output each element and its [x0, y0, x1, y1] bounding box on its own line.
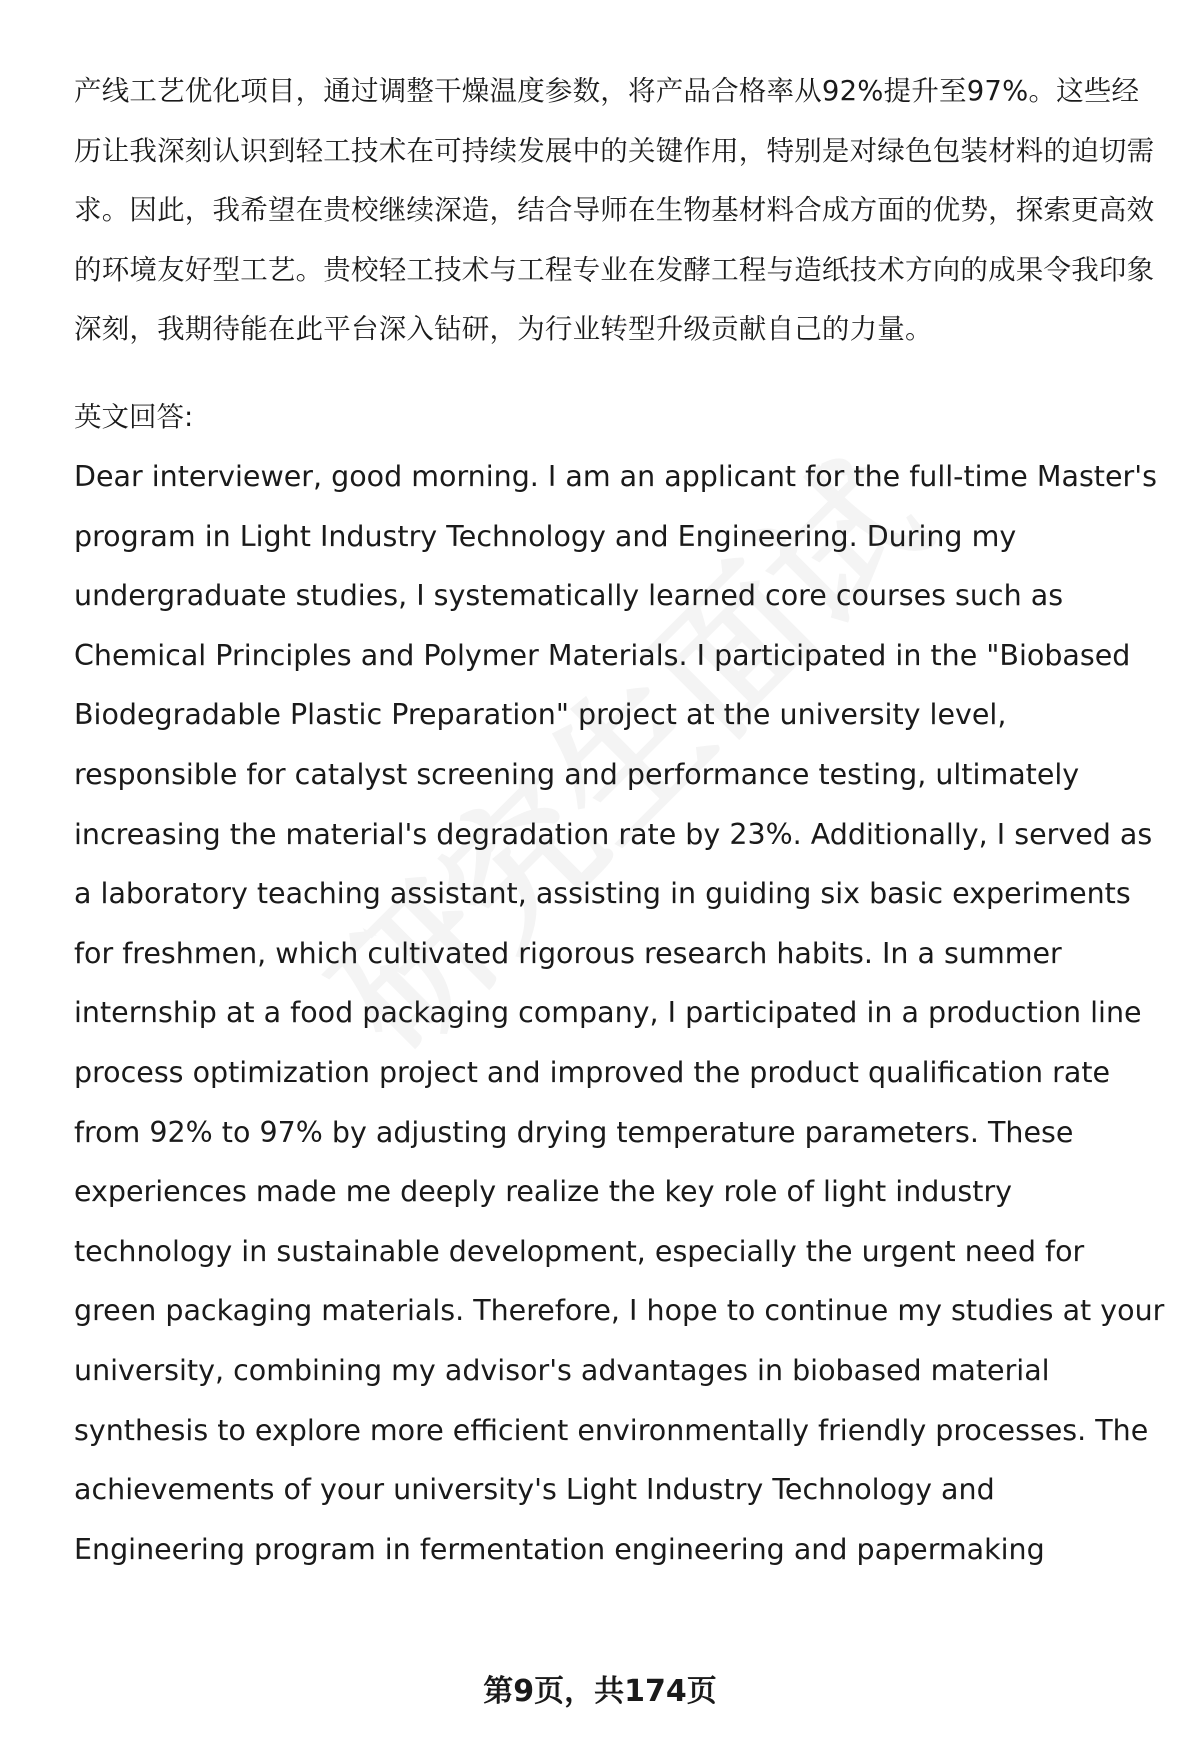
chinese-answer-paragraph: 产线工艺优化项目，通过调整干燥温度参数，将产品合格率从92%提升至97%。这些经历让我深刻认识到轻工技术在可持续发展中的关键作用，特别是对绿色包装材料的迫切需求。因此，我希望在贵校继续深造，结合导师在生物基材料合成方面的优势，探索更高效的环境友好型工艺。贵校轻工技术与工程专业在发酵工程与造纸技术方向的成果令我印象深刻，我期待能在此平台深入钻研，为行业转型升级贡献自己的力量。 [74, 75, 1155, 345]
english-answer-paragraph: Dear interviewer, good morning. I am an applicant for the full-time Master's program in Light Industry Technology and Engineering. During my undergraduate studies, I systematically learned core courses such as Chemical Principles and Polymer Materials. I participated in the "Biobased Biodegradable Plastic Preparation" project at the university level, responsible for catalyst screening and performance testing, ultimately increasing the material's degradation rate by 23%. Additionally, I served as a laboratory teaching assistant, assisting in guiding six basic experiments for freshmen, which cultivated rigorous research habits. In a summer internship at a food packaging company, I participated in a production line process optimization project and improved the product qualification rate from 92% to 97% by adjusting drying temperature parameters. These experiences made me deeply realize the key role of light industry technology in sustainable development, especially the urgent need for green packaging materials. Therefore, I hope to continue my studies at your university, combining my advisor's advantages in biobased material synthesis to explore more efficient environmentally friendly processes. The achievements of your university's Light Industry Technology and Engineering program in fermentation engineering and papermaking [74, 460, 1165, 1566]
english-answer-label: 英文回答: [74, 400, 194, 433]
page-number: 第9页，共174页 [483, 1674, 717, 1709]
page-content [74, 62, 1166, 1579]
